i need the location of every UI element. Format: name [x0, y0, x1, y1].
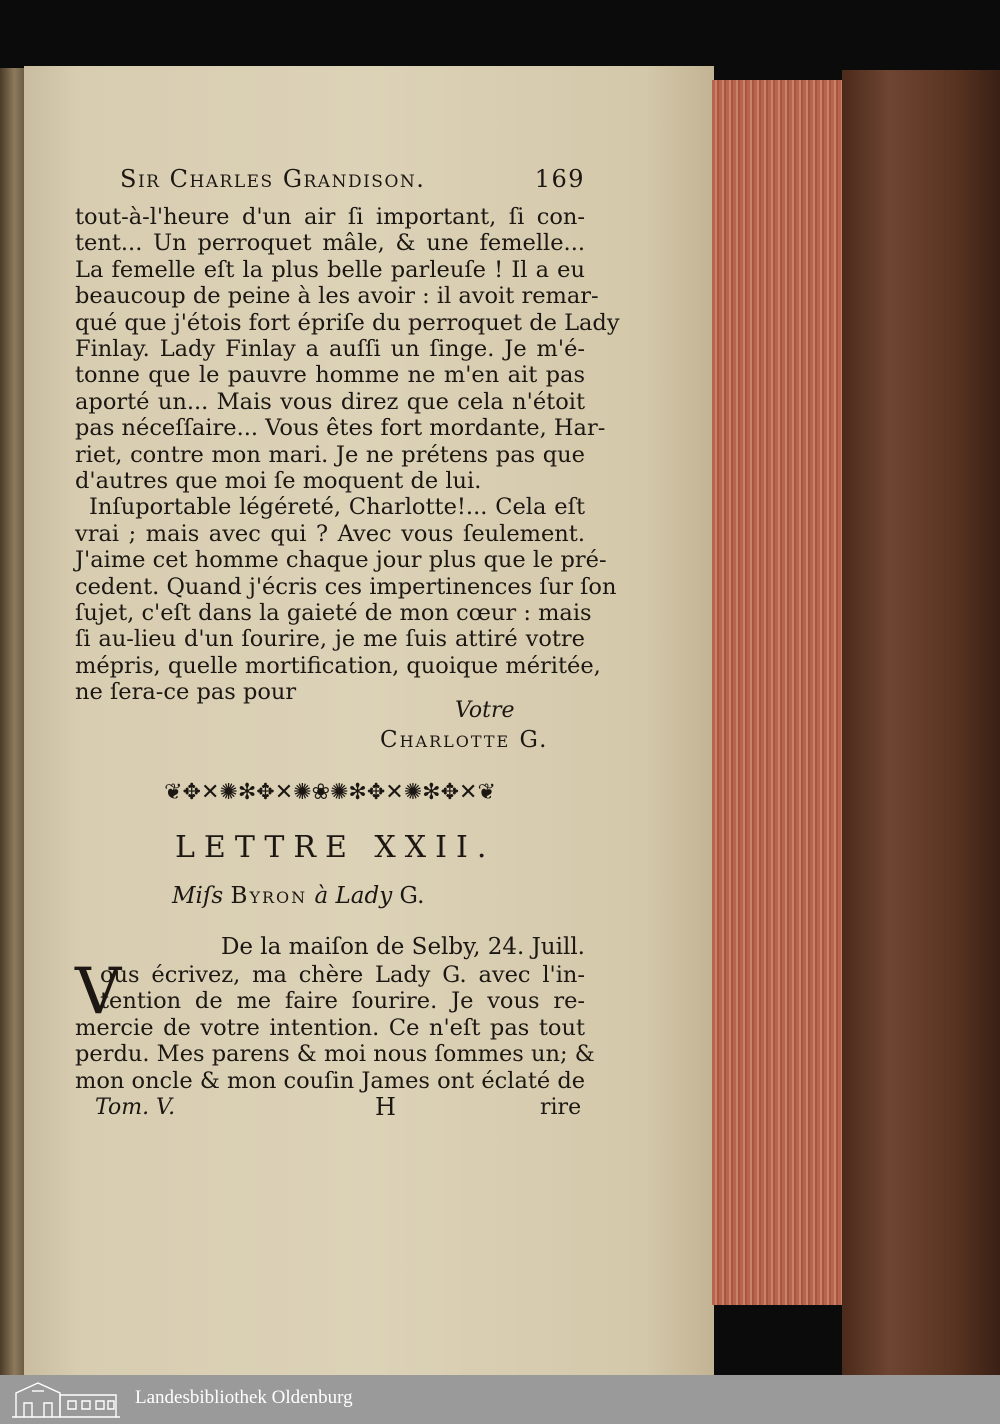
library-building-icon — [10, 1379, 122, 1419]
text-line: qué que j'étois fort épriſe du perroquet de Lady — [75, 309, 620, 336]
sub-byron: Byron — [230, 883, 308, 909]
page-edges — [712, 80, 842, 1305]
text-line: aporté un... Mais vous direz que cela n'étoit — [75, 388, 585, 415]
text-line: ſujet, c'eſt dans la gaieté de mon cœur : mais — [75, 600, 592, 626]
text-line: La femelle eſt la plus belle parleuſe ! Il a eu — [75, 256, 585, 283]
page-number: 169 — [534, 165, 585, 193]
text-line: ſi au-lieu d'un ſourire, je me ſuis attiré votre — [75, 626, 585, 653]
text-line: cedent. Quand j'écris ces impertinences ſur ſon — [75, 573, 617, 600]
text-line: d'autres que moi ſe moquent de lui. — [75, 468, 482, 494]
footer-signature-mark: H — [375, 1093, 396, 1121]
letter-subheading — [172, 883, 424, 909]
letter-heading: LETTRE XXII. — [175, 830, 496, 865]
text-line: tent... Un perroquet mâle, & une femelle... — [75, 230, 585, 257]
dateline: De la maiſon de Selby, 24. Juill. — [220, 934, 585, 960]
text-line: J'aime cet homme chaque jour plus que le pré- — [75, 547, 607, 574]
footer-catchword: rire — [540, 1095, 582, 1120]
sub-mifs: Miſs — [172, 883, 224, 909]
sub-lady: Lady — [335, 883, 393, 909]
signature-name: Charlotte G. — [380, 727, 549, 753]
text-line: mon oncle & mon couſin James ont éclaté de — [75, 1067, 586, 1094]
text-line: perdu. Mes parens & moi nous ſommes un; & — [75, 1041, 595, 1068]
text-line: Finlay. Lady Finlay a auſſi un ſinge. Je m'é- — [75, 336, 585, 362]
text-line: vrai ; mais avec qui ? Avec vous ſeulement. — [75, 520, 585, 547]
text-line: tention de me faire ſourire. Je vous re- — [100, 988, 585, 1015]
signature-votre: Votre — [455, 698, 515, 723]
text-line: riet, contre mon mari. Je ne prétens pas que — [75, 441, 585, 468]
footer-volume: Tom. V. — [95, 1095, 176, 1120]
text-line: tonne que le pauvre homme ne m'en ait pas — [75, 362, 585, 389]
text-line: ne ſera-ce pas pour — [75, 679, 297, 706]
sub-a: à — [314, 883, 329, 909]
text-line: pas néceſſaire... Vous êtes fort mordante, Har- — [75, 415, 606, 442]
library-name: Landesbibliothek Oldenburg — [135, 1387, 353, 1408]
sub-g: G. — [399, 883, 425, 909]
facing-page-edge — [0, 68, 24, 1375]
text-line: tout-à-l'heure d'un air ſi important, ſi con- — [75, 204, 585, 230]
text-line: ous écrivez, ma chère Lady G. avec l'in- — [100, 962, 585, 988]
text-line: mépris, quelle mortification, quoique méritée, — [75, 652, 601, 679]
book-cover — [842, 70, 1000, 1375]
text-line: beaucoup de peine à les avoir : il avoit remar- — [75, 283, 599, 310]
library-footer-bar — [0, 1375, 1000, 1424]
running-header — [120, 165, 585, 197]
text-line: Inſuportable légéreté, Charlotte!... Cela eſt — [89, 494, 585, 521]
running-title: Sir Charles Grandison. — [120, 165, 426, 193]
ornament-band: ❦✥✕✺✻✥✕✺❀✺✻✥✕✺✻✥✕❦ — [164, 780, 496, 805]
drop-cap: V — [75, 955, 122, 1029]
text-line: mercie de votre intention. Ce n'eſt pas tout — [75, 1014, 585, 1041]
